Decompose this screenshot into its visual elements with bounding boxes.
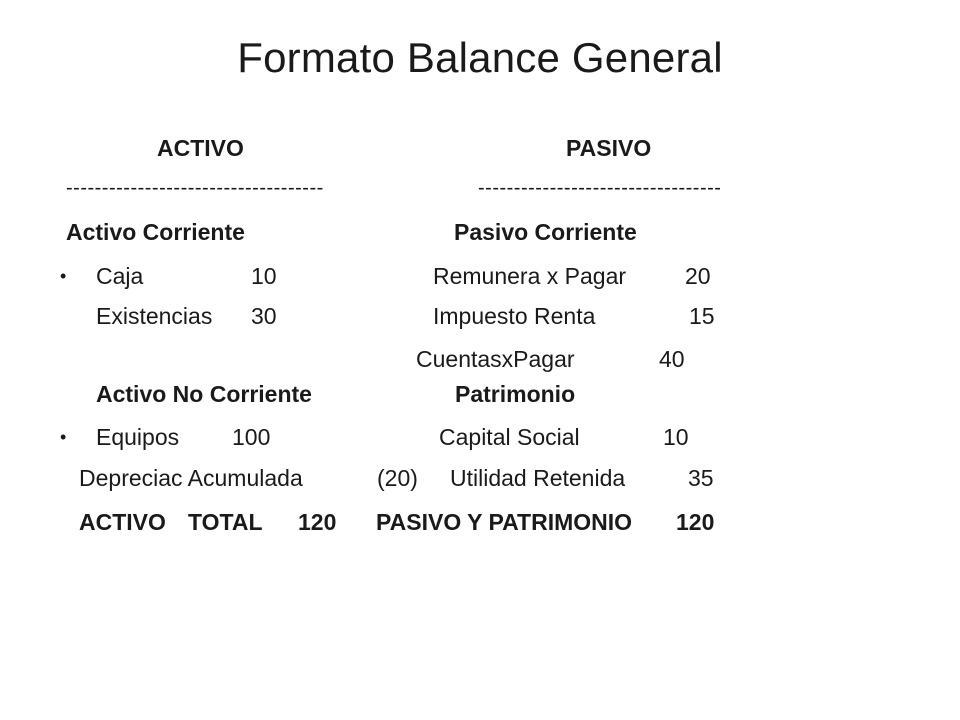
pasivo-patrimonio-value: 120: [676, 509, 715, 535]
bullet-icon: •: [60, 266, 67, 286]
utilidad-value: 35: [688, 465, 714, 491]
depreciac-label: Depreciac Acumulada: [79, 465, 303, 491]
remunera-label: Remunera x Pagar: [433, 263, 627, 289]
capital-social-label: Capital Social: [439, 424, 580, 450]
total-label: TOTAL: [188, 509, 263, 535]
activo-corriente-heading: Activo Corriente: [66, 219, 245, 245]
activo-header: ACTIVO: [157, 135, 244, 161]
patrimonio-heading: Patrimonio: [455, 381, 576, 407]
activo-total-value: 120: [298, 509, 337, 535]
cuentas-label: CuentasxPagar: [416, 346, 575, 372]
pasivo-separator: ----------------------------------: [478, 177, 722, 199]
pasivo-corriente-heading: Pasivo Corriente: [454, 219, 637, 245]
equipos-label: Equipos: [96, 424, 180, 450]
activo-no-corriente-heading: Activo No Corriente: [96, 381, 312, 407]
existencias-label: Existencias: [96, 303, 213, 329]
bullet-icon: •: [60, 427, 67, 447]
caja-value: 10: [251, 263, 277, 289]
activo-total-label: ACTIVO: [79, 509, 166, 535]
impuesto-label: Impuesto Renta: [433, 303, 596, 329]
existencias-value: 30: [251, 303, 277, 329]
cuentas-value: 40: [659, 346, 685, 372]
page-title: Formato Balance General: [237, 34, 723, 81]
depreciac-value: (20): [377, 465, 418, 491]
utilidad-label: Utilidad Retenida: [450, 465, 626, 491]
pasivo-header: PASIVO: [566, 135, 652, 161]
activo-separator: ------------------------------------: [66, 177, 324, 199]
remunera-value: 20: [685, 263, 711, 289]
caja-label: Caja: [96, 263, 144, 289]
capital-social-value: 10: [663, 424, 689, 450]
pasivo-patrimonio-label: PASIVO Y PATRIMONIO: [376, 509, 633, 535]
impuesto-value: 15: [689, 303, 715, 329]
equipos-value: 100: [232, 424, 271, 450]
